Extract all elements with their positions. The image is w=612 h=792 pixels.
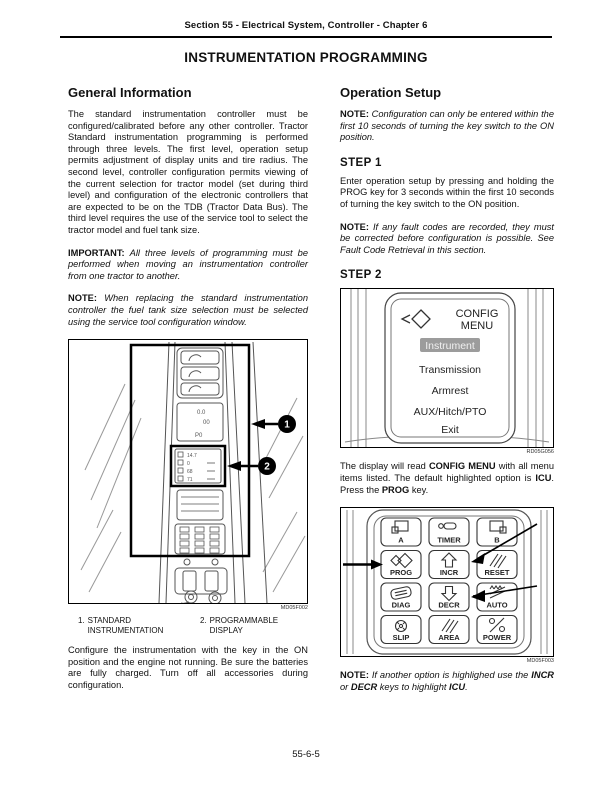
config-menu-line-art [341, 289, 553, 447]
config-menu-title [456, 308, 499, 332]
note-block-fault-codes [340, 222, 554, 257]
general-info-paragraph: The standard instrumentation controller must be configured/calibrated before any other controller. Tractor Standard instrumentation programming is performed through three levels. The first level, operation setup permits adjustment of display units and tire radius. The second level, controller configuration permits viewing of the current selection for tractor model (set during third level) and configuration of the electronic controllers that are expected to be on the TDB (Tractor Data Bus). The third level requires the use of the service tool to select the tractor model and fuel tank size. [68, 109, 308, 235]
callout-2-arrow-icon [227, 461, 241, 471]
svg-text:0: 0 [187, 461, 190, 468]
step-2-paragraph: The display will read CONFIG MENU with all menu items listed. The default highlighted option is ICU. Press the PROG key. [340, 461, 555, 495]
svg-text:INCR: INCR [439, 568, 459, 578]
note-block-fuel-tank [68, 293, 308, 328]
page-header: Section 55 - Electrical System, Controller - Chapter 6 [184, 20, 428, 31]
connector-icon [185, 591, 197, 603]
svg-text:CONFIG: CONFIG [455, 308, 499, 321]
svg-text:B: B [494, 535, 500, 545]
svg-text:POWER: POWER [482, 633, 512, 643]
menu-item-transmission: Transmission [418, 364, 482, 377]
svg-text:14.7: 14.7 [187, 453, 197, 460]
figure-id-md05f002: MD05F002 [280, 605, 308, 612]
menu-item-armrest: Armrest [431, 385, 469, 398]
page-number: 55-6-5 [292, 749, 320, 760]
two-column-layout [68, 85, 612, 704]
step-2-heading: STEP 2 [340, 269, 382, 282]
caption-standard-instrumentation: 1. STANDARD INSTRUMENTATION [78, 616, 164, 635]
svg-text:DIAG: DIAG [391, 600, 411, 610]
menu-item-exit: Exit [441, 424, 459, 437]
programmable-display [175, 449, 221, 483]
lower-pillar-hardware [175, 559, 227, 603]
svg-text:71: 71 [187, 477, 193, 484]
important-text: All three levels of programming must be performed when moving an instrumentation controller from one tractor to another. [68, 247, 308, 281]
note-label: NOTE: [340, 109, 369, 119]
note-text: Configuration can only be entered within the first 10 seconds of turning the key switch to the ON position. [340, 109, 554, 143]
svg-text:00: 00 [203, 420, 210, 427]
svg-text:RESET: RESET [484, 568, 510, 578]
caption-programmable-display: 2. PROGRAMMABLE DISPLAY [200, 616, 279, 635]
pillar-line-art [69, 340, 307, 603]
instrument-modules [175, 348, 225, 554]
menu-item-aux-hitch-pto: AUX/Hitch/PTO [413, 406, 487, 419]
callout-2 [227, 457, 276, 475]
figure-id-md05f003: MD05F003 [526, 658, 554, 665]
configure-instructions-paragraph: Configure the instrumentation with the key in the ON position and the engine not running. Be sure the batteries are fully charged. Turn off all accessories during configuration. [68, 645, 308, 690]
figure-config-menu [340, 288, 554, 448]
important-label: IMPORTANT: [68, 247, 125, 258]
svg-text:MENU: MENU [460, 320, 494, 333]
svg-text:PROG: PROG [389, 568, 413, 578]
section-heading-operation-setup: Operation Setup [340, 85, 442, 100]
page-title: INSTRUMENTATION PROGRAMMING [184, 50, 428, 65]
important-block [68, 248, 308, 283]
svg-text:TIMER: TIMER [437, 535, 461, 545]
note-block-incr-decr: NOTE: If another option is highlighed use the INCR or DECR keys to highlight ICU. [340, 670, 554, 692]
step-1-heading: STEP 1 [340, 156, 382, 169]
warning-lamp-module [177, 490, 223, 520]
header-rule [60, 36, 552, 38]
section-heading-general-information: General Information [68, 85, 192, 100]
step-1-paragraph: Enter operation setup by pressing and holding the PROG key for 3 seconds within the first 10 seconds of turning the key switch to the ON position. [340, 175, 554, 209]
menu-item-instrument: Instrument [425, 340, 475, 353]
right-column [340, 85, 554, 704]
left-column [68, 85, 308, 704]
figure-keypad [340, 507, 554, 657]
note-text: When replacing the standard instrumentation controller the fuel tank size selection must be selected using the service tool configuration window. [68, 293, 308, 327]
note-text: If any fault codes are recorded, they must be corrected before configuration is possible. See Fault Code Retrieval in this section. [340, 221, 554, 255]
note-block-config-window [340, 109, 554, 144]
note-label: NOTE: [340, 221, 369, 232]
svg-text:1: 1 [284, 419, 290, 431]
note-label: NOTE: [68, 293, 97, 304]
figure-pillar-instrumentation [68, 339, 308, 604]
svg-text:AREA: AREA [438, 633, 460, 643]
svg-text:A: A [398, 535, 404, 545]
figure-id-rd05g056: RD05G056 [526, 449, 554, 456]
svg-text:P0: P0 [195, 433, 203, 440]
svg-text:2: 2 [264, 461, 270, 473]
svg-text:0.0: 0.0 [197, 410, 206, 417]
keypad-line-art [341, 508, 553, 656]
figure-captions [78, 616, 308, 635]
svg-text:68: 68 [187, 469, 193, 476]
svg-text:DECR: DECR [438, 600, 460, 610]
svg-text:SLIP: SLIP [392, 633, 410, 643]
note-label: NOTE: [340, 670, 369, 681]
svg-text:AUTO: AUTO [486, 600, 508, 610]
